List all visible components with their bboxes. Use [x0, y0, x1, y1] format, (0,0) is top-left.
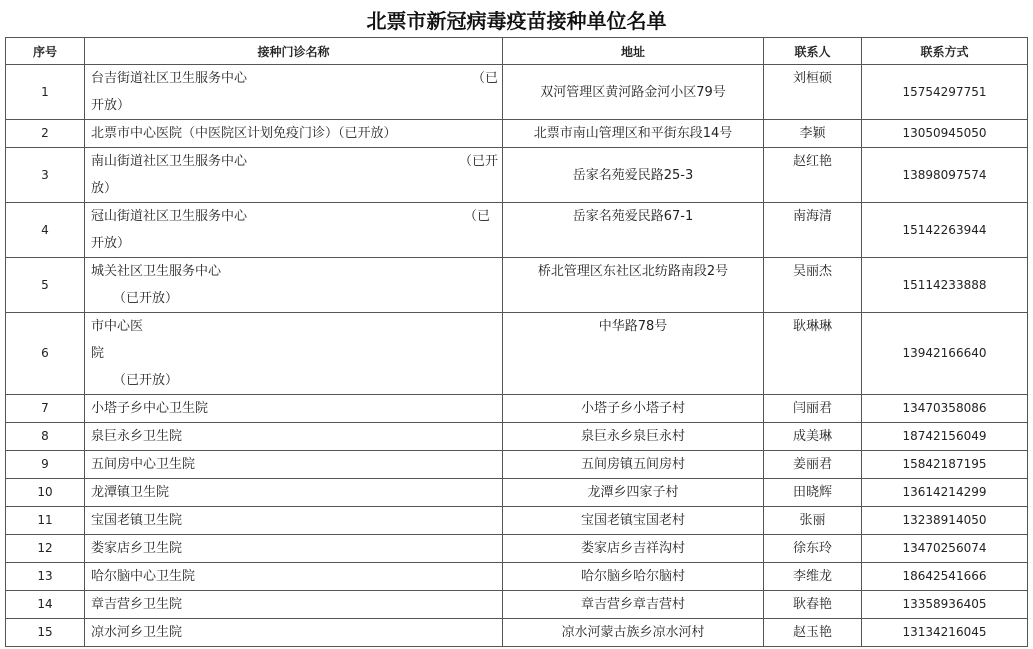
row-phone: 13898097574 — [862, 148, 1028, 203]
row-clinic-name — [85, 313, 503, 395]
row-index: 11 — [6, 507, 85, 535]
row-contact: 刘桓硕 — [764, 65, 862, 120]
header-clinic-name: 接种门诊名称 — [85, 38, 503, 65]
table-row — [6, 148, 1028, 203]
row-index: 9 — [6, 451, 85, 479]
row-phone: 18742156049 — [862, 423, 1028, 451]
row-clinic-name: 哈尔脑中心卫生院 — [85, 563, 503, 591]
clinic-status-text: 放） — [91, 181, 118, 196]
table-row — [6, 120, 1028, 148]
header-address: 地址 — [503, 38, 764, 65]
row-address: 中华路78号 — [503, 313, 764, 395]
clinic-name-text: 冠山街道社区卫生服务中心 — [91, 209, 248, 224]
row-index: 12 — [6, 535, 85, 563]
row-phone: 13614214299 — [862, 479, 1028, 507]
table-row — [6, 563, 1028, 591]
row-index: 7 — [6, 395, 85, 423]
row-contact: 田晓辉 — [764, 479, 862, 507]
row-index: 15 — [6, 619, 85, 647]
clinic-name-text: 南山街道社区卫生服务中心 — [91, 154, 248, 169]
row-phone: 13942166640 — [862, 313, 1028, 395]
row-index: 10 — [6, 479, 85, 507]
row-contact: 徐东玲 — [764, 535, 862, 563]
page-title: 北票市新冠病毒疫苗接种单位名单 — [366, 9, 667, 33]
row-address: 泉巨永乡泉巨永村 — [503, 423, 764, 451]
row-index: 8 — [6, 423, 85, 451]
row-contact: 赵红艳 — [764, 148, 862, 203]
clinic-status-text: 开放） — [91, 236, 131, 251]
table-row — [6, 451, 1028, 479]
row-contact: 李颖 — [764, 120, 862, 148]
row-phone: 15114233888 — [862, 258, 1028, 313]
row-contact: 耿琳琳 — [764, 313, 862, 395]
row-clinic-name: 娄家店乡卫生院 — [85, 535, 503, 563]
table-row — [6, 423, 1028, 451]
row-phone: 13050945050 — [862, 120, 1028, 148]
row-address: 章吉营乡章吉营村 — [503, 591, 764, 619]
row-contact: 成美琳 — [764, 423, 862, 451]
row-index: 13 — [6, 563, 85, 591]
row-contact: 耿春艳 — [764, 591, 862, 619]
row-address: 桥北管理区东社区北纺路南段2号 — [503, 258, 764, 313]
row-address: 宝国老镇宝国老村 — [503, 507, 764, 535]
table-row — [6, 619, 1028, 647]
row-address: 凉水河蒙古族乡凉水河村 — [503, 619, 764, 647]
row-phone: 15842187195 — [862, 451, 1028, 479]
row-address: 五间房镇五间房村 — [503, 451, 764, 479]
row-clinic-name — [85, 203, 503, 258]
row-address: 岳家名苑爱民路25-3 — [503, 148, 764, 203]
table-row — [6, 203, 1028, 258]
clinic-name-text: 台吉街道社区卫生服务中心 — [91, 71, 248, 86]
row-phone: 15142263944 — [862, 203, 1028, 258]
row-index: 1 — [6, 65, 85, 120]
row-clinic-name: 五间房中心卫生院 — [85, 451, 503, 479]
table-row — [6, 479, 1028, 507]
row-contact: 姜丽君 — [764, 451, 862, 479]
row-phone: 13470256074 — [862, 535, 1028, 563]
row-clinic-name: 宝国老镇卫生院 — [85, 507, 503, 535]
row-clinic-name — [85, 148, 503, 203]
row-address: 北票市南山管理区和平街东段14号 — [503, 120, 764, 148]
row-phone: 18642541666 — [862, 563, 1028, 591]
row-index: 14 — [6, 591, 85, 619]
row-address: 龙潭乡四家子村 — [503, 479, 764, 507]
row-clinic-name: 章吉营乡卫生院 — [85, 591, 503, 619]
row-contact: 闫丽君 — [764, 395, 862, 423]
clinic-name-text: 院 — [91, 346, 105, 361]
row-index: 4 — [6, 203, 85, 258]
table-row — [6, 507, 1028, 535]
header-index: 序号 — [6, 38, 85, 65]
clinic-status-text: （已开放） — [113, 373, 179, 388]
row-phone: 13238914050 — [862, 507, 1028, 535]
row-contact: 吴丽杰 — [764, 258, 862, 313]
clinic-status-text: （已开 — [458, 154, 498, 169]
table-row — [6, 258, 1028, 313]
clinic-name-text: 市中心医 — [91, 319, 144, 334]
clinic-name-text: 北票市中心医院（中医院区计划免疫门诊）（已开放） — [91, 126, 397, 141]
table-row — [6, 395, 1028, 423]
table-row — [6, 591, 1028, 619]
row-clinic-name — [85, 120, 503, 148]
cropped-header-text — [0, 0, 1033, 5]
clinic-status-text: 开放） — [91, 98, 131, 113]
row-phone: 13134216045 — [862, 619, 1028, 647]
header-contact: 联系人 — [764, 38, 862, 65]
header-phone: 联系方式 — [862, 38, 1028, 65]
row-index: 6 — [6, 313, 85, 395]
clinic-status-text: （已开放） — [113, 291, 179, 306]
row-contact: 赵玉艳 — [764, 619, 862, 647]
row-contact: 张丽 — [764, 507, 862, 535]
row-phone: 13358936405 — [862, 591, 1028, 619]
row-address: 岳家名苑爱民路67-1 — [503, 203, 764, 258]
vaccination-sites-table — [5, 37, 1028, 647]
row-contact: 南海清 — [764, 203, 862, 258]
row-clinic-name: 凉水河乡卫生院 — [85, 619, 503, 647]
row-clinic-name: 小塔子乡中心卫生院 — [85, 395, 503, 423]
row-address: 哈尔脑乡哈尔脑村 — [503, 563, 764, 591]
clinic-status-text: （已 — [471, 71, 498, 86]
row-address: 小塔子乡小塔子村 — [503, 395, 764, 423]
table-row — [6, 535, 1028, 563]
table-header-row — [6, 38, 1028, 65]
row-contact: 李维龙 — [764, 563, 862, 591]
row-address: 娄家店乡吉祥沟村 — [503, 535, 764, 563]
row-index: 3 — [6, 148, 85, 203]
clinic-status-text: （已 — [463, 209, 490, 224]
table-row — [6, 313, 1028, 395]
row-phone: 13470358086 — [862, 395, 1028, 423]
clinic-name-text: 城关社区卫生服务中心 — [91, 264, 222, 279]
row-clinic-name — [85, 258, 503, 313]
row-clinic-name: 龙潭镇卫生院 — [85, 479, 503, 507]
row-phone: 15754297751 — [862, 65, 1028, 120]
row-clinic-name — [85, 65, 503, 120]
row-address: 双河管理区黄河路金河小区79号 — [503, 65, 764, 120]
row-index: 5 — [6, 258, 85, 313]
table-row — [6, 65, 1028, 120]
row-index: 2 — [6, 120, 85, 148]
row-clinic-name: 泉巨永乡卫生院 — [85, 423, 503, 451]
